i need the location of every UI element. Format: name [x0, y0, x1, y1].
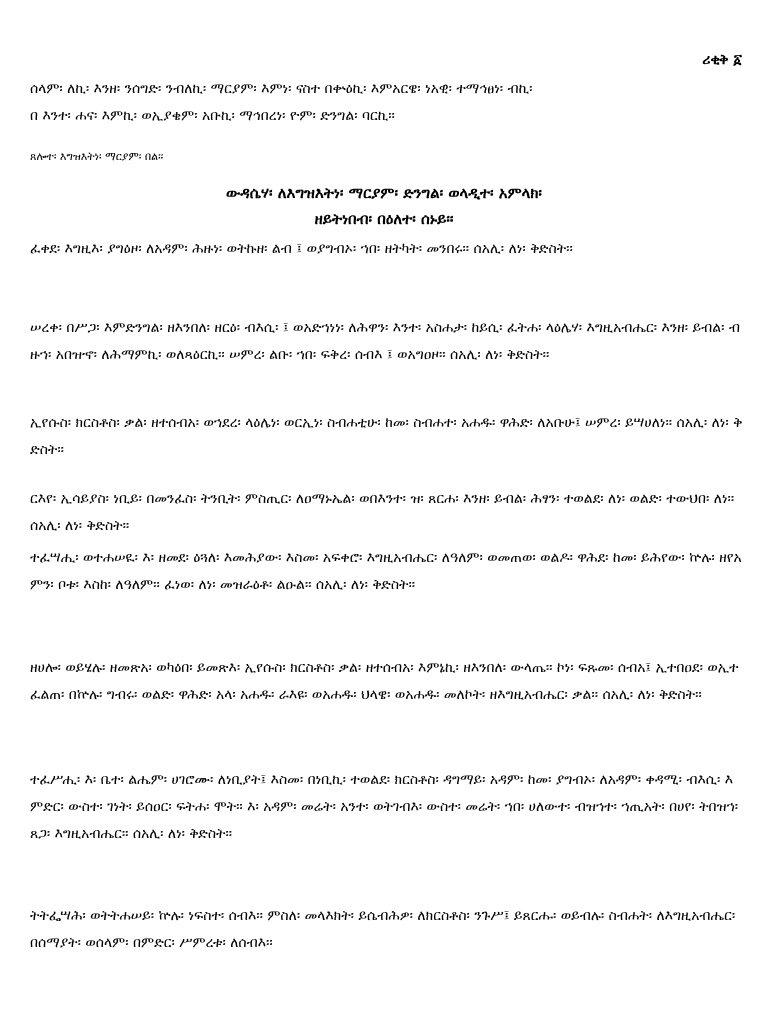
paragraph-4: ርእየ፡ ኢሳይያስ፡ ነቢይ፡ በመንፈስ፡ ትንቢት፡ ምስጢር፡ ለዐማኑኤል፡ ወበእንተ፡ ዝ፡ ጸርሐ፡ እንዘ፡ ይብል፡ ሕፃን፡ ተወልደ፡ ለነ፡ ወልድ፡ ተውህበ፡ ለነ፡፡ ሰአሊ፡ ለነ፡ ቅድስት፡፡ [30, 491, 735, 534]
paragraph-8: ትትፌሣሕ፡ ወትትሐሠይ፡ ኵሉ፡ ነፍስተ፡ ሰብእ፡፡ ምስለ፡ መላእክት፡ ይሴብሕዎ፡ ለክርስቶስ፡ ንጉሥ፤ ይጸርሑ፡ ወይብሉ፡ ስብሐት፡ ለእግዚአብሔር፡ በሰማያት፡ ወሰላም፡ በምድር፡ ሥምረቱ፡ ለሰብእ፡፡ [30, 908, 736, 951]
paragraph-1: ፈቀደ፡ እግዚእ፡ ያግዕዞ፡ ለአዳም፡ ሕዙነ፡ ወትኩዘ፡ ልብ ፤ ወያግብኦ፡ ኀበ፡ ዘትካት፡ መንበሩ፡፡ ሰአሊ፡ ለነ፡ ቅድስት፡፡ [30, 241, 573, 257]
section-title: ውዳሴሃ፡ ለእግዝእትነ፡ ማርያም፡ ድንግል፡ ወላዲተ፡ አምላክ፡ [226, 184, 542, 202]
section-subtitle: ዘይትነበብ፡ በዕለተ፡ ሰኑይ፡፡ [314, 210, 454, 228]
paragraph-5: ተፈሣሒ፡ ወተሐሠዪ፡ እ፡ ዘመደ፡ ዕጓለ፡ እመሕያው፡ እስመ፡ አፍቀሮ፡ እግዚአብሔር፡ ለዓለም፡ ወመጠወ፡ ወልዶ፡ ዋሕደ፡ ከመ፡ ይሕየው፡ ኵሉ፡ ዘየአምን፡ ቦቱ፡ እስከ፡ ለዓለም፡፡ ፈነወ፡ ለነ፡ መዝራዕቶ፡ ልዑል፡፡ ሰአሊ፡ ለነ፡ ቅድስት፡፡ [30, 550, 742, 593]
paragraph-6: ዘሀሎ፡ ወይሄሉ፡ ዘመጽአ፡ ወካዕበ፡ ይመጽእ፡ ኢየሱስ፡ ክርስቶስ፡ ቃል፡ ዘተሰብአ፡ እምኔኪ፡ ዘእንበለ፡ ውላጤ፡፡ ኮነ፡ ፍጹመ፡ ሰብአ፤ ኢተበዐደ፡ ወኢተፈልጠ፡ በኵሉ፡ ግብሩ፡ ወልድ፡ ዋሕድ፡ አላ፡ አሐዱ፡ ራእዩ፡ ወአሐዱ፡ ህላዌ፡ ወአሐዱ፡ መለኮት፡ ዘእግዚአብሔር፡ ቃል፡፡ ሰአሊ፡ ለነ፡ ቅድስት፡፡ [30, 660, 739, 703]
paragraph-7: ተፈሥሒ፡ እ፡ ቤተ፡ ልሔም፡ ሀገሮሙ፡ ለነቢያት፤ እስመ፡ በነቢኪ፡ ተወልደ፡ ክርስቶስ፡ ዳግማይ፡ አዳም፡ ከመ፡ ያግብኦ፡ ለአዳም፡ ቀዳሚ፡ ብእሲ፡ እምድር፡ ውስተ፡ ገነት፡ ይሰዐር፡ ፍትሐ፡ ሞት፡፡ እ፡ አዳም፡ መሬት፡ አንተ፡ ወትገብእ፡ ውስተ፡ መሬት፡ ኀበ፡ ሀለውተ፡ ብዝኀተ፡ ኀጢአት፡ በሀየ፡ ትበዝኀ፡ ጸጋ፡ እግዚአብሔር፡፡ ሰአሊ፡ ለነ፡ ቅድስት፡፡ [30, 772, 739, 842]
paragraph-3: ኢየሱስ፡ ክርስቶስ፡ ቃል፡ ዘተሰብአ፡ ወኀደረ፡ ላዕሌነ፡ ወርኢነ፡ ስብሐቲሁ፡ ከመ፡ ስብሐተ፡ አሐዱ፡ ዋሕድ፡ ለአቡሁ፤ ሠምረ፡ ይሣሀለነ፡፡ ሰአሊ፡ ለነ፡ ቅድስት፡፡ [30, 415, 743, 458]
page-number: ሪቂቅ ፩ [702, 52, 742, 68]
intro-line-1: ሰላም፡ ለኪ፡ እንዘ፡ ንሰግድ፡ ንብለኪ፡ ማርያም፡ እምነ፡ ናስተ በቍዕኪ፡ እምአርዌ፡ ነአዊ፡ ተማኅፀነ፡ ብኪ፡ [30, 81, 533, 97]
intro-line-2: በ እንተ፡ ሐና፡ እምኪ፡ ወኢያቄም፡ አቡኪ፡ ማኅበረነ፡ ዮም፡ ድንግል፡ ባርኪ፡፡ [30, 108, 395, 124]
paragraph-2: ሠረቀ፡ በሥጋ፡ እምድንግል፡ ዘእንበለ፡ ዘርዕ፡ ብእሲ፡ ፤ ወአድኀነነ፡ ለሕዋን፡ እንተ፡ አስሐታ፡ ከይሲ፡ ፈትሐ፡ ላዕሌሃ፡ እግዚአብሔር፡ እንዘ፡ ይብል፡ ብዙኀ፡ አበዝኆ፡ ለሕማምኪ፡ ወለጻዕርኪ፡፡ ሠምረ፡ ልቡ፡ ኀበ፡ ፍቅረ፡ ሰብእ ፤ ወአግዐዞ፡፡ ሰአሊ፡ ለነ፡ ቅድስት፡፡ [30, 320, 740, 363]
prayer-note: ጸሎተ፡ እግዝእትነ፡ ማርያም፡ በል፡፡ [30, 150, 164, 163]
